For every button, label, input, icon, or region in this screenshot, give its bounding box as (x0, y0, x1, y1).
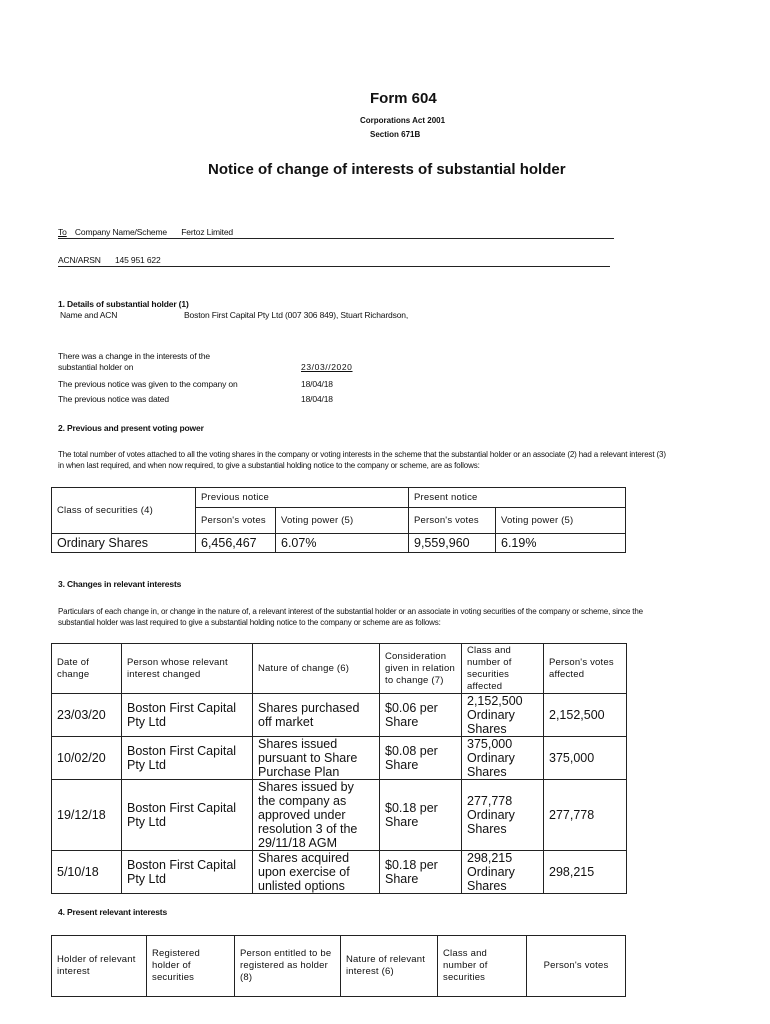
company-line (58, 227, 614, 239)
row-date: 10/02/20 (52, 737, 122, 780)
pres-power-value: 6.19% (496, 534, 626, 553)
row-person: Boston First Capital Pty Ltd (122, 694, 253, 737)
votes-affected-header: Person's votes affected (544, 644, 627, 694)
row-date: 5/10/18 (52, 851, 122, 894)
prev-dated-value: 18/04/18 (301, 394, 333, 404)
row-consideration: $0.08 per Share (380, 737, 462, 780)
form-title: Form 604 (370, 90, 437, 107)
person-header: Person whose relevant interest changed (122, 644, 253, 694)
table-row (52, 780, 627, 851)
prev-votes-header: Person's votes (196, 508, 276, 534)
section3-heading: 3. Changes in relevant interests (58, 579, 182, 589)
table-row (52, 851, 627, 894)
change-label-1: There was a change in the interests of the (58, 351, 210, 361)
notice-title: Notice of change of interests of substantial holder (208, 161, 566, 178)
entitled-header: Person entitled to be registered as holder (8) (235, 936, 341, 997)
row-nature: Shares issued by the company as approved under resolution 3 of the 29/11/18 AGM (253, 780, 380, 851)
act-name: Corporations Act 2001 (360, 116, 446, 125)
prev-votes-value: 6,456,467 (196, 534, 276, 553)
prev-given-value: 18/04/18 (301, 379, 333, 389)
row-person: Boston First Capital Pty Ltd (122, 851, 253, 894)
consideration-header: Consideration given in relation to change (7) (380, 644, 462, 694)
row-class: 375,000 Ordinary Shares (462, 737, 544, 780)
class-header: Class of securities (4) (52, 488, 196, 534)
voting-power-table (51, 487, 626, 553)
to-label: To (58, 227, 67, 237)
acn-label: ACN/ARSN (58, 255, 101, 265)
table-row (52, 694, 627, 737)
change-label-2: substantial holder on (58, 362, 134, 372)
change-date: 23/03//2020 (301, 362, 353, 372)
row-consideration: $0.18 per Share (380, 851, 462, 894)
row-class: 2,152,500 Ordinary Shares (462, 694, 544, 737)
registered-header: Registered holder of securities (147, 936, 235, 997)
pres-votes-value: 9,559,960 (409, 534, 496, 553)
company-value: Fertoz Limited (181, 227, 233, 237)
prev-power-value: 6.07% (276, 534, 409, 553)
class-affected-header: Class and number of securities affected (462, 644, 544, 694)
persons-votes-header: Person's votes (527, 936, 626, 997)
row-consideration: $0.18 per Share (380, 780, 462, 851)
row-nature: Shares issued pursuant to Share Purchase Plan (253, 737, 380, 780)
class-number-header: Class and number of securities (438, 936, 527, 997)
section2-para-1: The total number of votes attached to all the voting shares in the company or voting interests in the scheme that the substantial holder or an associate (2) had a relevant interest (3) (58, 450, 666, 459)
prev-power-header: Voting power (5) (276, 508, 409, 534)
row-class: 277,778 Ordinary Shares (462, 780, 544, 851)
acn-line (58, 255, 610, 267)
row-person: Boston First Capital Pty Ltd (122, 780, 253, 851)
changes-table (51, 643, 627, 894)
row-consideration: $0.06 per Share (380, 694, 462, 737)
row-votes: 298,215 (544, 851, 627, 894)
name-label: Name and ACN (60, 310, 118, 320)
section3-para-2: substantial holder was last required to give a substantial holding notice to the company or scheme are as follows: (58, 618, 441, 627)
pres-power-header: Voting power (5) (496, 508, 626, 534)
section3-para-1: Particulars of each change in, or change in the nature of, a relevant interest of the substantial holder or an associate in voting securities of the company or scheme, since the (58, 607, 643, 616)
row-votes: 2,152,500 (544, 694, 627, 737)
row-person: Boston First Capital Pty Ltd (122, 737, 253, 780)
row-nature: Shares acquired upon exercise of unlisted options (253, 851, 380, 894)
row-votes: 277,778 (544, 780, 627, 851)
present-notice-header: Present notice (409, 488, 626, 508)
nature-header: Nature of change (6) (253, 644, 380, 694)
row-class: 298,215 Ordinary Shares (462, 851, 544, 894)
prev-dated-label: The previous notice was dated (58, 394, 169, 404)
table-row (52, 737, 627, 780)
section-name: Section 671B (370, 130, 421, 139)
row-date: 23/03/20 (52, 694, 122, 737)
nature-interest-header: Nature of relevant interest (6) (341, 936, 438, 997)
acn-value: 145 951 622 (114, 255, 161, 265)
row-date: 19/12/18 (52, 780, 122, 851)
row-votes: 375,000 (544, 737, 627, 780)
holder-header: Holder of relevant interest (52, 936, 147, 997)
section1-heading: 1. Details of substantial holder (1) (58, 299, 189, 309)
class-value: Ordinary Shares (52, 534, 196, 553)
row-nature: Shares purchased off market (253, 694, 380, 737)
prev-given-label: The previous notice was given to the company on (58, 379, 238, 389)
present-interests-table (51, 935, 626, 997)
date-header: Date of change (52, 644, 122, 694)
section2-heading: 2. Previous and present voting power (58, 423, 204, 433)
previous-notice-header: Previous notice (196, 488, 409, 508)
section4-heading: 4. Present relevant interests (58, 907, 168, 917)
name-value: Boston First Capital Pty Ltd (007 306 849), Stuart Richardson, (184, 310, 409, 320)
pres-votes-header: Person's votes (409, 508, 496, 534)
section2-para-2: in when last required, and when now required, to give a substantial holding notice to the company or scheme, are as follows: (58, 461, 480, 470)
company-label: Company Name/Scheme (74, 227, 168, 237)
